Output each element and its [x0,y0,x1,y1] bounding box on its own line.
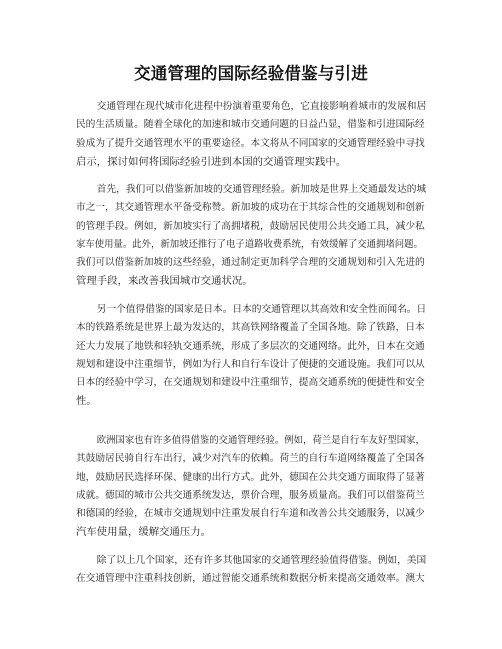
paragraph-intro [76,98,426,171]
paragraph-singapore [76,181,426,291]
paragraph-line: 首先，我们可以借鉴新加坡的交通管理经验。新加坡是世界上交通最发达的城 [96,184,427,195]
paragraph-line: 欧洲国家也有许多值得借鉴的交通管理经验。例如，荷兰是自行车友好型国家， [96,435,425,446]
paragraph-line: 地，鼓励居民选择环保、健康的出行方式。此外，德国在公共交通方面取得了显著 [76,471,425,483]
paragraph-line: 另一个值得借鉴的国家是日本。日本的交通管理以其高效和安全性而闻名。日 [96,304,427,315]
paragraph-line: 本的铁路系统是世界上最为发达的，其高铁网络覆盖了全国各地。除了铁路，日本 [76,322,425,334]
paragraph-line: 除了以上几个国家，还有许多其他国家的交通管理经验值得借鉴。例如，美国 [96,555,427,566]
paragraph-line: 日本的经验中学习，在交通规划和建设中注重细节，提高交通系统的便捷性和安全 [76,377,425,389]
paragraph-line: 交通管理在现代城市化进程中扮演着重要角色，它直接影响着城市的发展和居 [96,101,427,112]
paragraph-line: 民的生活质量。随着全球化的加速和城市交通问题的日益凸显，借鉴和引进国际经 [76,119,425,131]
paragraph-line: 市之一，其交通管理水平备受称赞。新加坡的成功在于其综合性的交通规划和创新 [76,202,425,214]
paragraph-line: 在交通管理中注重科技创新，通过智能交通系统和数据分析来提高交通效率。澳大 [76,573,425,585]
paragraph-others [76,552,426,589]
paragraph-line: 规划和建设中注重细节，例如为行人和自行车设计了便捷的交通设施。我们可以从 [76,358,425,370]
paragraph-line: 家车使用量。此外，新加坡还推行了电子道路收费系统，有效缓解了交通拥堵问题。 [76,238,423,250]
document-title: 交通管理的国际经验借鉴与引进 [134,64,368,83]
paragraph-line: 还大力发展了地铁和轻轨交通系统，形成了多层次的交通网络。此外，日本在交通 [76,340,425,352]
paragraph-line: 我们可以借鉴新加坡的这些经验，通过制定更加科学合理的交通规划和引入先进的 [76,257,425,269]
paragraph-line: 成就。德国的城市公共交通系统发达，票价合理，服务质量高。我们可以借鉴荷兰 [76,489,425,501]
paragraph-japan [76,301,426,411]
paragraph-line: 其鼓励居民骑自行车出行，减少对汽车的依赖。荷兰的自行车道网络覆盖了全国各 [76,453,425,465]
paragraph-line: 性。 [76,395,97,408]
paragraph-europe [76,432,426,542]
paragraph-line: 管理手段，来改善我国城市交通状况。 [76,275,253,288]
paragraph-line: 验成为了提升交通管理水平的重要途径。本文将从不同国家的交通管理经验中寻找 [76,137,425,149]
paragraph-line: 汽车使用量，缓解交通压力。 [76,526,212,539]
paragraph-line: 启示，探讨如何将国际经验引进到本国的交通管理实践中。 [76,155,347,168]
paragraph-line: 的管理手段。例如，新加坡实行了高拥堵税，鼓励居民使用公共交通工具，减少私 [76,220,425,232]
paragraph-line: 和德国的经验，在城市交通规划中注重发展自行车道和改善公共交通服务，以减少 [76,508,425,520]
